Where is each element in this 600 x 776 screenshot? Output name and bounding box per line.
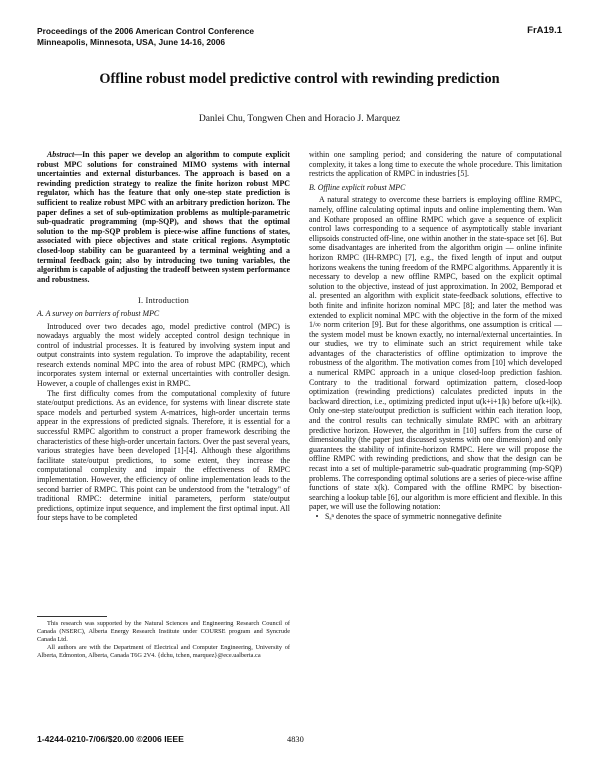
paper-code: FrA19.1 xyxy=(527,25,562,36)
section-heading-introduction: I. Introduction xyxy=(138,296,189,306)
abstract-label: Abstract xyxy=(47,150,75,159)
footnote xyxy=(37,616,290,660)
subsection-b-heading: B. Offline explicit robust MPC xyxy=(309,182,406,192)
footnote-funding: This research was supported by the Natural Sciences and Engineering Research Council of Canada (NSERC), Alberta Energy Research Institute under COURSE program and Syncrude Canada Ltd. xyxy=(37,620,290,644)
paper-title: Offline robust model predictive control with rewinding prediction xyxy=(99,71,500,87)
abstract-text: —In this paper we develop an algorithm to compute explicit robust MPC solutions for constrained MIMO systems with internal uncertainties and external disturbances. The approach is based on a rewinding prediction strategy to realize the finite horizon robust MPC regulator, which has the feature that only one-step state prediction is sufficient to realize robust MPC with an arbitrary prediction horizon. The paper defines a set of sub-optimization problems as multiple-parametric sub-quadratic programming (mp-SQP), and shows that the optimal solution to the mp-SQP problem is piece-wise affine functions of states, associated with piece objectives and state critical regions. Asymptotic closed-loop stability can be guaranteed by a terminal weighting and a terminal feedback gain; also by introducing two tuning variables, the algorithm is capable of adjusting the tradeoff between system performance and robustness. xyxy=(37,150,290,284)
right-column xyxy=(309,150,562,522)
paragraph-a2: The first difficulty comes from the computational complexity of future state/output predictions. As an evidence, for systems with linear discrete state space models and perturbed system A-matrices, high-order uncertain terms appear in the expressions of predicted signals. Therefore, it is essential for a successful RMPC algorithm to construct a proper framework describing the characteristics of these high-order uncertain factors. Over the past several years, various strategies have been developed [1]-[4]. Although these algorithms facilitate state/output predictions, to some extent, they increase the computational complexity and impair the effectiveness of RMPC implementation. However, the efficiency of online implementation leads to the second barrier of RMPC. This point can be understood from the "tetralogy" of traditional RMPC: determine initial parameters, perform state/output predictions, optimize input sequence, and implement the first optimal input. All four steps have to be completed xyxy=(37,388,290,523)
conference-line-1: Proceedings of the 2006 American Control Conference xyxy=(37,26,255,36)
subsection-a-heading: A. A survey on barriers of robust MPC xyxy=(37,308,160,318)
left-column xyxy=(37,150,290,523)
isbn-footer: 1-4244-0210-7/06/$20.00 ©2006 IEEE xyxy=(37,734,184,744)
notation-bullet xyxy=(309,512,562,522)
paragraph-a1: Introduced over two decades ago, model predictive control (MPC) is nowadays arguably the most widely accepted control design technique in control of industrial processes. It is featured by involving system input and output constraints into system regulation. To improve the adaptability, recent research extends nominal MPC into the area of robust MPC (RMPC), which incorporates system internal or external uncertainties with controller design. However, a couple of challenges exist in RMPC. xyxy=(37,321,290,389)
bullet-icon: • xyxy=(315,511,319,521)
author-list: Danlei Chu, Tongwen Chen and Horacio J. Marquez xyxy=(198,113,401,124)
paragraph-a2-continued: within one sampling period; and considering the nature of computational complexity, it takes a long time to execute the whole procedure. This limitation restricts the application of RMPC in industries [5]. xyxy=(309,150,562,179)
footnote-rule xyxy=(37,616,107,617)
page-number: 4830 xyxy=(287,735,304,744)
abstract xyxy=(37,150,290,284)
conference-line-2: Minneapolis, Minnesota, USA, June 14-16, 2006 xyxy=(37,36,226,47)
paragraph-b1: A natural strategy to overcome these barriers is employing offline RMPC, namely, offline calculating optimal inputs and online implementing them. Wan and Kothare proposed an offline RMPC which gave a sequence of explicit control laws corresponding to a sequence of asymptotically stable invariant ellipsoids constructed off-line, one within another in the state-space set [6]. But some disadvantages are inherited from the algorithm origin — online infinite horizon RMPC (IH-RMPC) [7], e.g., the fixed length of input and output horizons weakens the tuning freedom of the RMPC algorithms. Apparently it is necessary to develop a new offline RMPC, based on the explicit optimal solution to the objective, instead of just approximation. In 2002, Bemporad et al. presented an algorithm with explicit state-feedback solutions, effective to both finite and infinite horizon nominal MPC [8]; and later the method was extended to explicit nominal MPC with the objective in the form of the mixed 1/∞ norm criterion [9]. But for these algorithms, one assumption is critical — the system model must be known exactly, no internal/external uncertainties. In our studies, we try to eliminate such an strict requirement while take advantages of the characteristics of offline optimization to improve the robustness of the algorithm. The motivation comes from [10] which developed a numerical RMPC approach in a unique closed-loop prediction fashion. Contrary to the traditional forward optimization pattern, closed-loop optimization (rewinding predictions) calculates predicted inputs in the backward direction, i.e., optimizing predicted input u(k+i+1|k) before u(k+i|k). Only one-step state/output prediction is sufficient within each iteration loop, and the control results can technically simulate RMPC with an arbitrary predictive horizon. However, the algorithm in [10] suffers from the curse of dimensionality (the paper just discussed systems with one dimension) and only guarantees the stability of infinite-horizon RMPC. Here we will propose the offline RMPC with rewinding predictions, and show that the design can be recast into a set of multiple-parametric sub-quadratic programming (mp-SQP) problems. The corresponding optimal solutions are a series of piece-wise affine functions of state x(k). Compared with the offline RMPC by bisection-searching a lookup table [6], our algorithm is more efficient and flexible. In this paper, we will use the following notation: xyxy=(309,195,562,512)
running-header xyxy=(37,26,562,47)
notation-text: Sₐⁿ denotes the space of symmetric nonnegative definite xyxy=(325,511,502,521)
footnote-affiliation: All authors are with the Department of Electrical and Computer Engineering, University of Alberta, Edmonton, Alberta, Canada T6G 2V4. {dchu, tchen, marquez}@ece.ualberta.ca xyxy=(37,644,290,660)
